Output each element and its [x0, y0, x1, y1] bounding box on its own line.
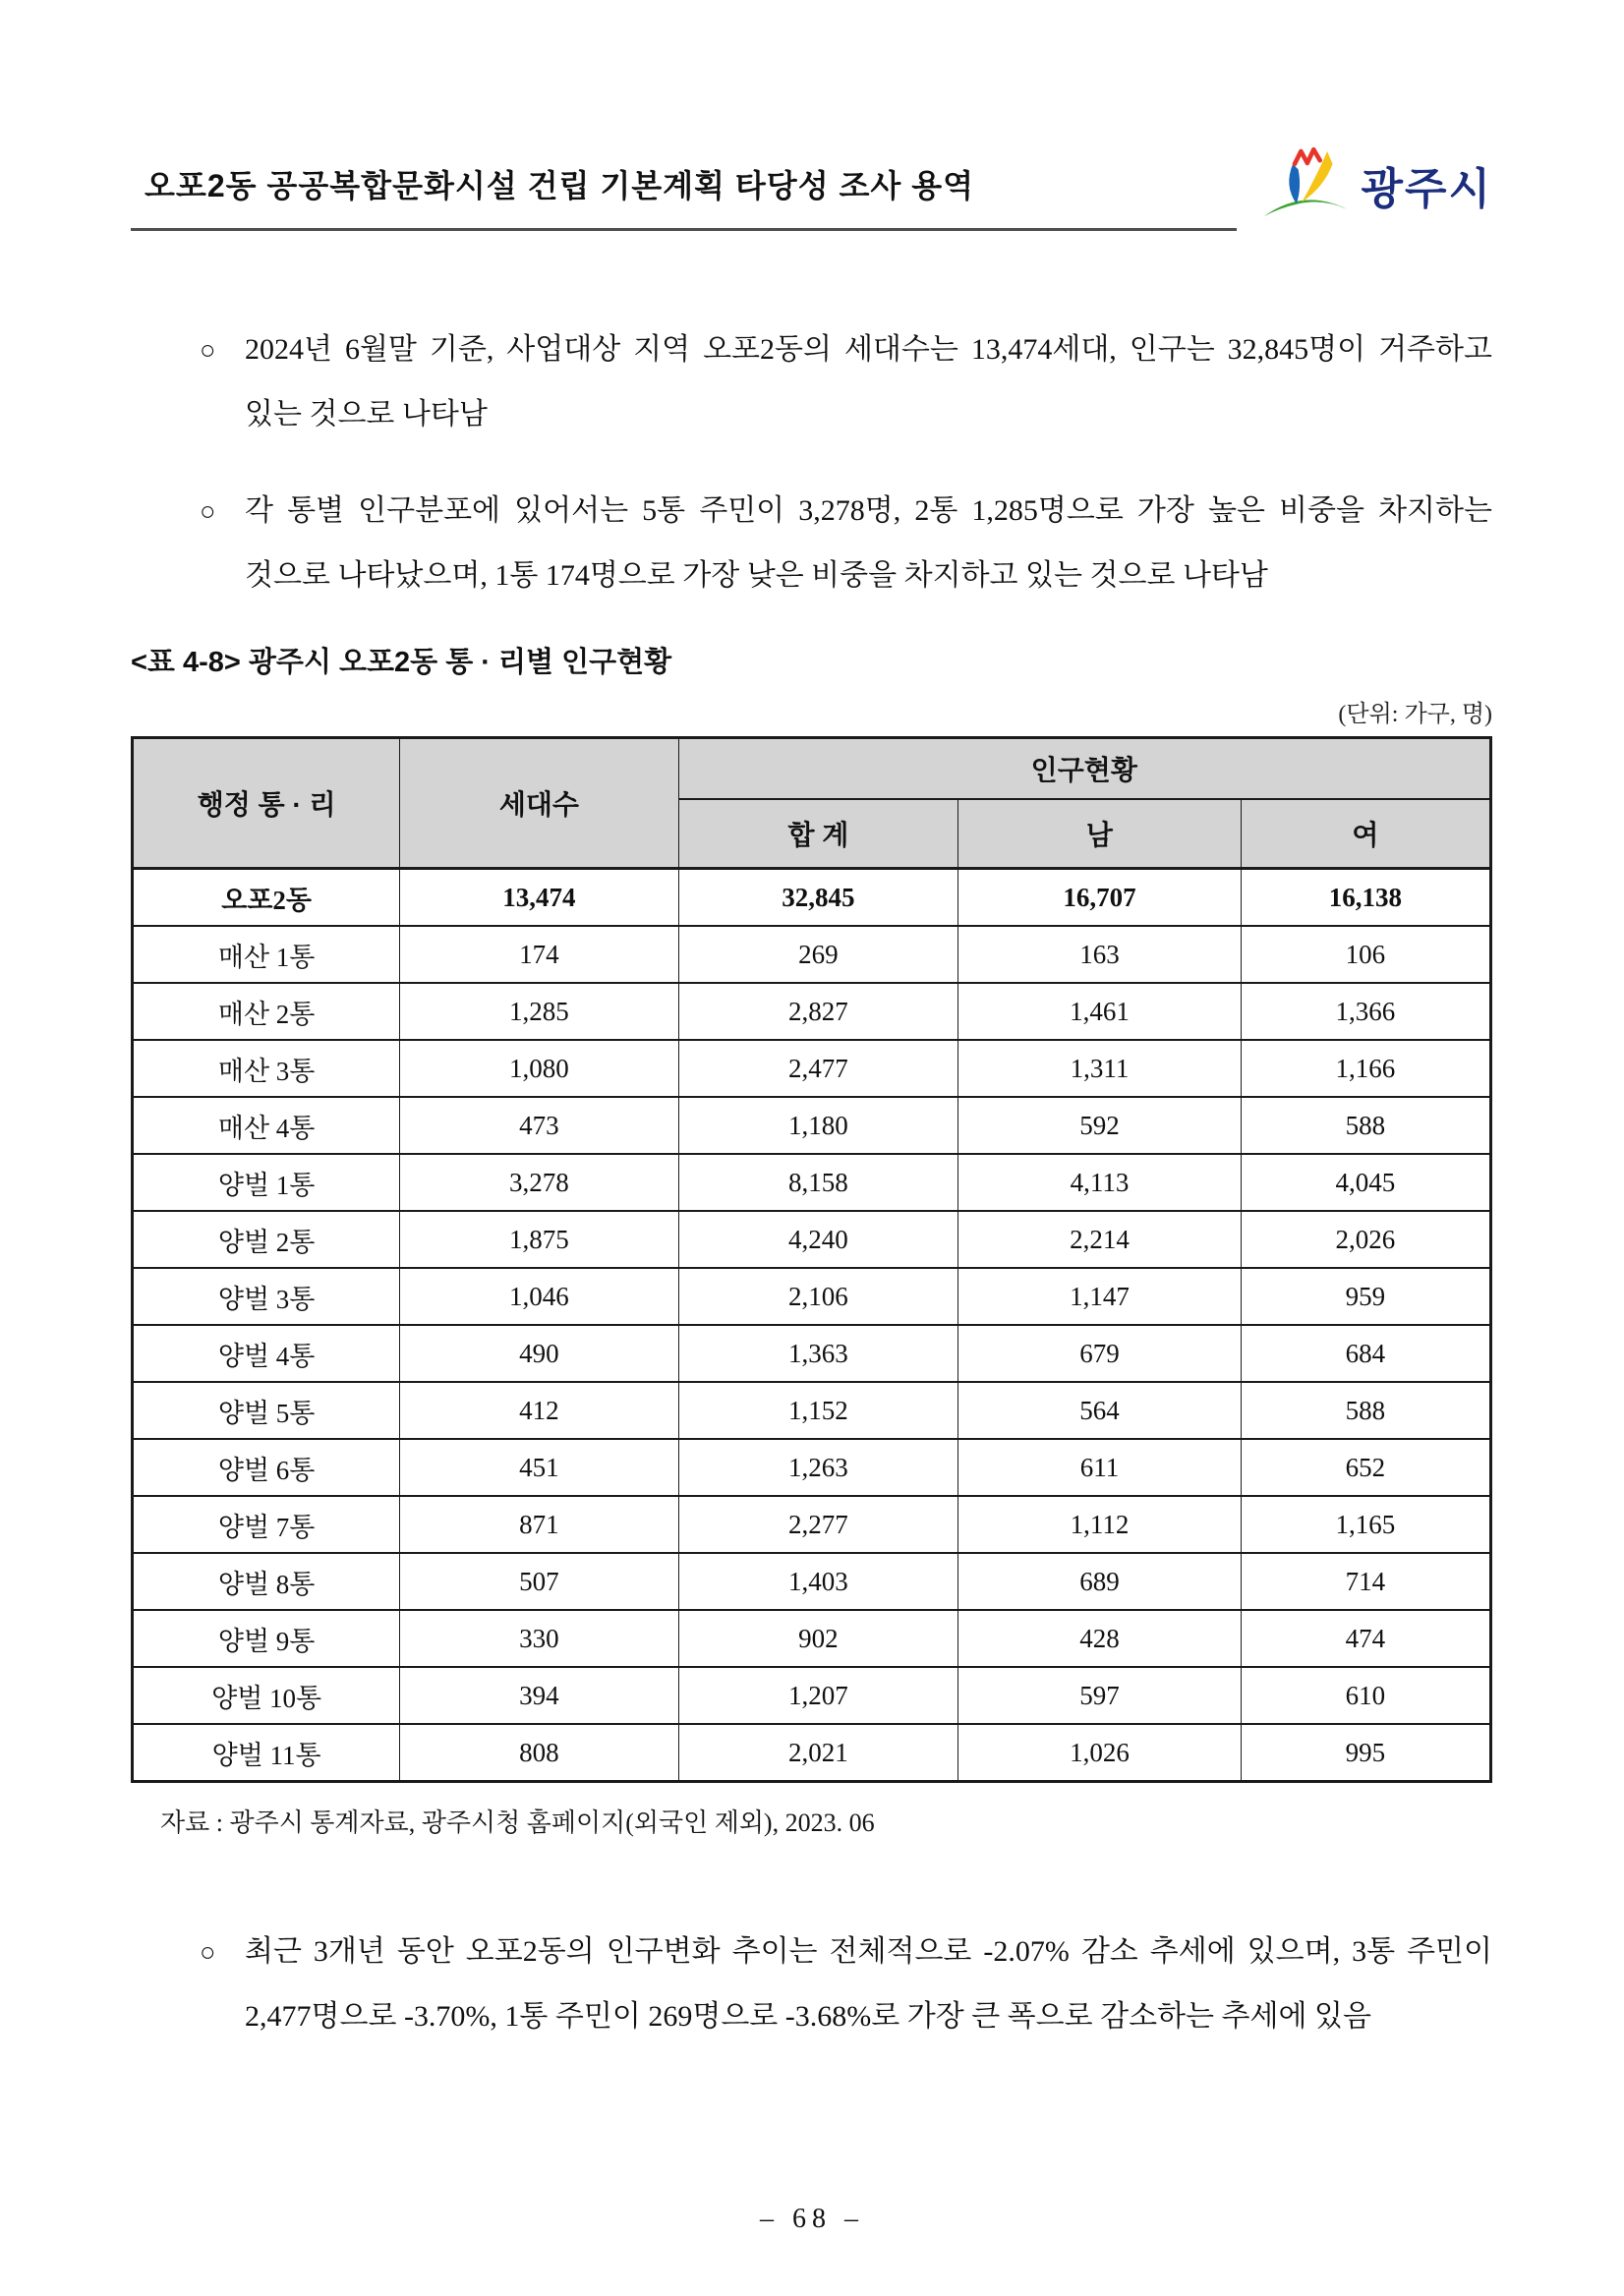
cell-male: 1,147 — [958, 1268, 1241, 1325]
cell-total: 269 — [678, 926, 958, 983]
cell-region: 양벌 9통 — [133, 1610, 400, 1667]
header-female: 여 — [1241, 799, 1490, 869]
cell-total: 902 — [678, 1610, 958, 1667]
cell-male: 163 — [958, 926, 1241, 983]
cell-male: 1,311 — [958, 1040, 1241, 1097]
table-header — [133, 738, 1491, 869]
cell-households: 1,285 — [400, 983, 678, 1040]
cell-female: 714 — [1241, 1553, 1490, 1610]
header-households: 세대수 — [400, 738, 678, 869]
cell-total: 1,152 — [678, 1382, 958, 1439]
cell-households: 473 — [400, 1097, 678, 1154]
cell-female: 684 — [1241, 1325, 1490, 1382]
cell-region: 양벌 4통 — [133, 1325, 400, 1382]
cell-male: 16,707 — [958, 869, 1241, 927]
table-row — [133, 1097, 1491, 1154]
cell-region: 양벌 3통 — [133, 1268, 400, 1325]
header-region: 행정 통 · 리 — [133, 738, 400, 869]
page-title: 오포2동 공공복합문화시설 건립 기본계획 타당성 조사 용역 — [145, 168, 975, 203]
cell-total: 1,180 — [678, 1097, 958, 1154]
table-row — [133, 1496, 1491, 1553]
cell-total: 32,845 — [678, 869, 958, 927]
cell-region: 양벌 5통 — [133, 1382, 400, 1439]
cell-total: 2,477 — [678, 1040, 958, 1097]
table-unit-label: (단위: 가구, 명) — [1338, 702, 1492, 727]
cell-total: 1,403 — [678, 1553, 958, 1610]
circle-bullet-icon: ○ — [200, 496, 216, 526]
cell-female: 959 — [1241, 1268, 1490, 1325]
cell-total: 2,277 — [678, 1496, 958, 1553]
cell-households: 490 — [400, 1325, 678, 1382]
table-row — [133, 1439, 1491, 1496]
table-row — [133, 1724, 1491, 1782]
table-row — [133, 1325, 1491, 1382]
gwangju-city-logo — [1260, 144, 1492, 224]
cell-region: 양벌 2통 — [133, 1211, 400, 1268]
summary-bullets — [131, 317, 1492, 608]
cell-households: 808 — [400, 1724, 678, 1782]
cell-total: 4,240 — [678, 1211, 958, 1268]
cell-total: 1,263 — [678, 1439, 958, 1496]
cell-male: 679 — [958, 1325, 1241, 1382]
cell-total: 1,207 — [678, 1667, 958, 1724]
cell-households: 412 — [400, 1382, 678, 1439]
table-row — [133, 1553, 1491, 1610]
cell-male: 1,026 — [958, 1724, 1241, 1782]
source-note: 자료 : 광주시 통계자료, 광주시청 홈페이지(외국인 제외), 2023. 06 — [160, 1808, 875, 1837]
table-row — [133, 1667, 1491, 1724]
cell-region: 매산 2통 — [133, 983, 400, 1040]
cell-region: 양벌 7통 — [133, 1496, 400, 1553]
bullet-text: 2024년 6월말 기준, 사업대상 지역 오포2동의 세대수는 13,474세대, 인구는 32,845명이 거주하고 있는 것으로 나타남 — [245, 333, 1492, 430]
cell-region: 양벌 11통 — [133, 1724, 400, 1782]
document-header — [131, 144, 1492, 231]
cell-total: 2,106 — [678, 1268, 958, 1325]
circle-bullet-icon: ○ — [200, 1937, 216, 1967]
cell-households: 871 — [400, 1496, 678, 1553]
cell-households: 1,046 — [400, 1268, 678, 1325]
cell-total: 8,158 — [678, 1154, 958, 1211]
table-row — [133, 1268, 1491, 1325]
cell-female: 1,366 — [1241, 983, 1490, 1040]
cell-households: 1,875 — [400, 1211, 678, 1268]
cell-region: 매산 1통 — [133, 926, 400, 983]
cell-total: 2,827 — [678, 983, 958, 1040]
cell-region: 오포2동 — [133, 869, 400, 927]
table-row — [133, 1154, 1491, 1211]
cell-female: 2,026 — [1241, 1211, 1490, 1268]
page-number: – 68 – — [760, 2204, 864, 2234]
cell-female: 474 — [1241, 1610, 1490, 1667]
cell-households: 13,474 — [400, 869, 678, 927]
cell-male: 611 — [958, 1439, 1241, 1496]
bullet-text: 각 통별 인구분포에 있어서는 5통 주민이 3,278명, 2통 1,285명으로 가장 높은 비중을 차지하는 것으로 나타났으며, 1통 174명으로 가장 낮은 비중을 차지하고 있는 것으로 나타남 — [245, 494, 1492, 592]
table-row — [133, 983, 1491, 1040]
cell-female: 588 — [1241, 1382, 1490, 1439]
cell-households: 330 — [400, 1610, 678, 1667]
cell-region: 양벌 8통 — [133, 1553, 400, 1610]
table-row — [133, 1610, 1491, 1667]
bullet-item — [131, 317, 1492, 447]
cell-region: 매산 4통 — [133, 1097, 400, 1154]
bullet-item — [131, 1920, 1492, 2049]
table-row — [133, 926, 1491, 983]
cell-male: 428 — [958, 1610, 1241, 1667]
table-row — [133, 1382, 1491, 1439]
cell-female: 4,045 — [1241, 1154, 1490, 1211]
cell-households: 451 — [400, 1439, 678, 1496]
cell-households: 174 — [400, 926, 678, 983]
cell-male: 1,461 — [958, 983, 1241, 1040]
cell-female: 610 — [1241, 1667, 1490, 1724]
cell-male: 597 — [958, 1667, 1241, 1724]
table-caption: <표 4-8> 광주시 오포2동 통 · 리별 인구현황 — [131, 647, 672, 678]
table-row — [133, 869, 1491, 927]
cell-households: 1,080 — [400, 1040, 678, 1097]
cell-male: 592 — [958, 1097, 1241, 1154]
cell-total: 2,021 — [678, 1724, 958, 1782]
circle-bullet-icon: ○ — [200, 335, 216, 365]
cell-female: 16,138 — [1241, 869, 1490, 927]
header-total: 합 계 — [678, 799, 958, 869]
cell-region: 양벌 10통 — [133, 1667, 400, 1724]
title-underline — [131, 149, 1237, 231]
cell-female: 1,166 — [1241, 1040, 1490, 1097]
header-population-group: 인구현황 — [678, 738, 1490, 800]
header-male: 남 — [958, 799, 1241, 869]
gwangju-emblem-icon — [1260, 145, 1351, 224]
cell-female: 106 — [1241, 926, 1490, 983]
population-table — [131, 736, 1492, 1783]
cell-male: 1,112 — [958, 1496, 1241, 1553]
table-row — [133, 1040, 1491, 1097]
cell-male: 689 — [958, 1553, 1241, 1610]
cell-male: 2,214 — [958, 1211, 1241, 1268]
table-body — [133, 869, 1491, 1782]
cell-households: 394 — [400, 1667, 678, 1724]
cell-households: 507 — [400, 1553, 678, 1610]
cell-female: 588 — [1241, 1097, 1490, 1154]
cell-region: 양벌 1통 — [133, 1154, 400, 1211]
cell-female: 652 — [1241, 1439, 1490, 1496]
cell-female: 1,165 — [1241, 1496, 1490, 1553]
logo-text: 광주시 — [1361, 165, 1492, 213]
bullet-text: 최근 3개년 동안 오포2동의 인구변화 추이는 전체적으로 -2.07% 감소 추세에 있으며, 3통 주민이 2,477명으로 -3.70%, 1통 주민이 269명으로 -3.68%로 가장 큰 폭으로 감소하는 추세에 있음 — [245, 1935, 1492, 2033]
cell-region: 양벌 6통 — [133, 1439, 400, 1496]
cell-male: 564 — [958, 1382, 1241, 1439]
cell-households: 3,278 — [400, 1154, 678, 1211]
cell-total: 1,363 — [678, 1325, 958, 1382]
cell-female: 995 — [1241, 1724, 1490, 1782]
table-row — [133, 1211, 1491, 1268]
cell-male: 4,113 — [958, 1154, 1241, 1211]
bullet-item — [131, 479, 1492, 608]
cell-region: 매산 3통 — [133, 1040, 400, 1097]
